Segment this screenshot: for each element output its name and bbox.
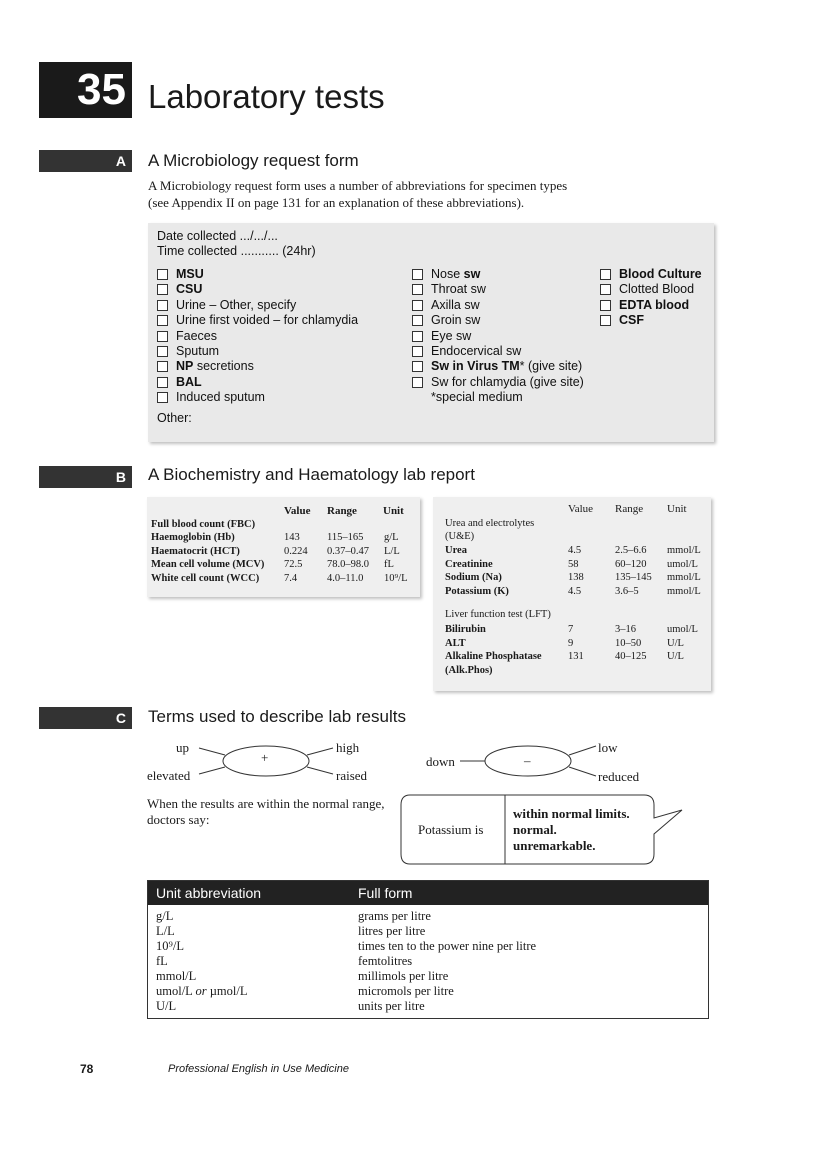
specimen-8: [176, 390, 265, 405]
unit-abbr: L/L: [156, 924, 175, 938]
swab-3: [431, 313, 480, 328]
term-reduced: reduced: [598, 769, 640, 784]
fbc-unit: fL: [384, 559, 394, 570]
book-title: Professional English in Use Medicine: [168, 1063, 349, 1075]
specimen-2-text2: Urine – Other, specify: [176, 297, 297, 312]
fbc-test: Haemoglobin (Hb): [151, 532, 235, 543]
chem-range: 2.5–6.6: [615, 545, 647, 556]
chem-unit: U/L: [667, 637, 684, 649]
specimen-3-checkbox[interactable]: [157, 315, 168, 326]
chem-unit: mmol/L: [667, 585, 701, 597]
unit-abbr: [148, 984, 351, 999]
unit-abbr: U/L: [156, 999, 177, 1013]
chem-test: Creatinine: [445, 558, 493, 570]
swab-6-bold: Sw in Virus TM: [431, 359, 520, 374]
specimen-8-checkbox[interactable]: [157, 392, 168, 403]
bubble-option-2: normal.: [513, 822, 557, 837]
swab-5: [431, 344, 521, 359]
section-b-title: A Biochemistry and Haematology lab report: [148, 465, 475, 484]
specimen-1-bold: CSU: [176, 282, 203, 297]
table-row: [148, 969, 709, 984]
swab-5-checkbox[interactable]: [412, 346, 423, 357]
table-row: [148, 999, 709, 1019]
swab-6: [431, 359, 582, 374]
specimen-7-checkbox[interactable]: [157, 377, 168, 388]
swab-0: [431, 267, 480, 282]
specimen-0: [176, 267, 204, 282]
blood-1-checkbox[interactable]: [600, 284, 611, 295]
swab-5-text: Endocervical sw: [431, 344, 522, 358]
term-elevated: elevated: [147, 768, 191, 783]
specimen-5-checkbox[interactable]: [157, 346, 168, 357]
chem-unit: umol/L: [667, 558, 698, 570]
chem-test: ALT: [445, 637, 466, 649]
unit-abbreviation-table: [147, 880, 709, 1019]
chem-unit: U/L: [667, 651, 684, 662]
specimen-2: [176, 298, 296, 313]
plus-symbol: +: [261, 750, 269, 765]
fbc-header-unit: Unit: [383, 505, 404, 517]
term-high: high: [336, 740, 360, 755]
fbc-test: Haematocrit (HCT): [151, 545, 240, 557]
specimen-7-bold: BAL: [176, 374, 202, 389]
swab-1-checkbox[interactable]: [412, 284, 423, 295]
section-a-tag: [39, 150, 132, 172]
alk-phos-abbr: (Alk.Phos): [445, 665, 493, 676]
bubble-option-1: within normal limits.: [513, 806, 630, 821]
chem-test: Potassium (K): [445, 585, 509, 597]
unit-abbr: mmol/L: [156, 969, 197, 983]
chem-value: 9: [568, 637, 574, 649]
swab-0-checkbox[interactable]: [412, 269, 423, 280]
specimen-3: [176, 313, 358, 328]
swab-6-checkbox[interactable]: [412, 361, 423, 372]
swab-3-checkbox[interactable]: [412, 315, 423, 326]
blood-1: [619, 282, 694, 297]
unit-full: units per litre: [358, 999, 425, 1013]
specimen-6-bold: NP: [176, 359, 194, 374]
blood-3-bold: CSF: [619, 313, 644, 328]
blood-0: [619, 267, 702, 282]
chem-range: 3–16: [615, 624, 636, 635]
blood-3-checkbox[interactable]: [600, 315, 611, 326]
fbc-unit: g/L: [384, 532, 399, 543]
page-number: 78: [80, 1062, 94, 1076]
fbc-test: Mean cell volume (MCV): [151, 559, 265, 570]
specimen-6-checkbox[interactable]: [157, 361, 168, 372]
fbc-unit: L/L: [384, 545, 400, 557]
term-down: down: [426, 754, 455, 769]
table-row: [148, 939, 709, 954]
swab-0-text: Nose: [431, 267, 464, 281]
table-header-abbreviation: Unit abbreviation: [148, 881, 351, 906]
chem-header-unit: Unit: [667, 503, 687, 515]
chem-range: 60–120: [615, 558, 647, 570]
blood-3: [619, 313, 644, 328]
section-b-letter: B: [115, 469, 126, 485]
blood-2-bold: EDTA blood: [619, 297, 690, 312]
section-c-title: Terms used to describe lab results: [148, 707, 406, 726]
normal-range-text: When the results are within the normal range, doctors say:: [147, 796, 385, 827]
specimen-8-text2: Induced sputum: [176, 390, 265, 405]
unit-abbr: 10⁹/L: [156, 939, 184, 953]
table-row: [148, 924, 709, 939]
section-a-intro: A Microbiology request form uses a number of abbreviations for specimen types (see Appendix II on page 131 for an explanation of these abbreviations).: [148, 178, 568, 210]
specimen-5-text2: Sputum: [176, 344, 220, 358]
table-row: [148, 954, 709, 969]
swab-4: [431, 329, 471, 344]
section-a-title: A Microbiology request form: [148, 151, 359, 170]
swab-4-text: Eye sw: [431, 328, 472, 343]
chem-header-range: Range: [615, 503, 644, 515]
chem-range: 3.6–5: [615, 585, 639, 597]
fbc-range: 0.37–0.47: [327, 545, 369, 557]
swab-2: [431, 298, 480, 313]
specimen-4-checkbox[interactable]: [157, 331, 168, 342]
term-low: low: [598, 740, 618, 755]
minus-symbol: –: [524, 753, 531, 768]
fbc-value: 7.4: [284, 572, 298, 584]
fbc-report: [147, 497, 420, 597]
section-c-letter: C: [115, 710, 126, 726]
fbc-unit: 10⁹/L: [384, 572, 408, 584]
chem-test: Alkaline Phosphatase: [445, 651, 542, 662]
unit-title: Laboratory tests: [148, 78, 385, 115]
fbc-range: 115–165: [327, 532, 364, 543]
swab-2-text: Axilla sw: [431, 297, 480, 312]
specimen-1: [176, 282, 202, 297]
specimen-6: [176, 359, 254, 374]
unit-full: times ten to the power nine per litre: [358, 939, 537, 953]
section-a-letter: A: [115, 153, 126, 169]
unit-full: micromols per litre: [358, 984, 454, 998]
blood-2-checkbox[interactable]: [600, 300, 611, 311]
chem-header-value: Value: [568, 503, 594, 515]
chem-group2-label: Liver function test (LFT): [445, 609, 551, 620]
swab-0-bold: sw: [463, 267, 481, 281]
specimen-0-bold: MSU: [176, 267, 204, 281]
blood-2: [619, 298, 689, 313]
unit-full: grams per litre: [358, 909, 431, 923]
chem-test: Sodium (Na): [445, 572, 502, 583]
table-header-full-form: Full form: [350, 881, 709, 906]
swab-6-text2: * (give site): [519, 359, 583, 374]
term-up: up: [176, 740, 189, 755]
swab-2-checkbox[interactable]: [412, 300, 423, 311]
blood-0-checkbox[interactable]: [600, 269, 611, 280]
specimen-5: [176, 344, 219, 359]
specimen-3-text2: Urine first voided – for chlamydia: [176, 313, 359, 328]
chem-group1-label: Urea and electrolytes: [445, 518, 535, 529]
swab-4-checkbox[interactable]: [412, 331, 423, 342]
swab-1-text: Throat sw: [431, 282, 486, 297]
fbc-test: White cell count (WCC): [151, 572, 260, 584]
fbc-range: 78.0–98.0: [327, 559, 369, 570]
specimen-2-checkbox[interactable]: [157, 300, 168, 311]
microbiology-request-form: [148, 223, 714, 442]
unit-full: femtolitres: [358, 954, 413, 968]
chem-value: 131: [568, 651, 584, 662]
bubble-subject: Potassium is: [418, 822, 484, 837]
chem-range: 135–145: [615, 572, 652, 583]
chem-test: Bilirubin: [445, 624, 486, 635]
chem-range: 40–125: [615, 651, 647, 662]
other-field[interactable]: Other:: [157, 411, 192, 425]
special-medium-note: *special medium: [431, 390, 523, 404]
chem-value: 7: [568, 624, 574, 635]
table-row: [148, 905, 709, 924]
unit-abbr-a: umol/L: [156, 984, 196, 998]
date-collected-field[interactable]: Date collected .../.../...: [157, 229, 278, 243]
blood-1-text2: Clotted Blood: [619, 282, 695, 297]
swab-7-checkbox[interactable]: [412, 377, 423, 388]
fbc-header-range: Range: [327, 505, 357, 517]
biochemistry-report: [433, 497, 711, 691]
specimen-0-checkbox[interactable]: [157, 269, 168, 280]
fbc-value: 72.5: [284, 559, 303, 570]
unit-abbr: fL: [156, 954, 168, 968]
unit-abbr-b: µmol/L: [206, 984, 248, 998]
chem-unit: umol/L: [667, 624, 698, 635]
time-collected-field[interactable]: Time collected ........... (24hr): [157, 244, 316, 258]
specimen-4-text2: Faeces: [176, 328, 217, 343]
swab-7: [431, 375, 584, 390]
unit-number-badge: 35: [39, 62, 132, 118]
fbc-value: 0.224: [284, 545, 308, 557]
chem-value: 58: [568, 558, 579, 570]
specimen-4: [176, 329, 217, 344]
unit-full: millimols per litre: [358, 969, 449, 983]
swab-1: [431, 282, 486, 297]
chem-test: Urea: [445, 545, 467, 556]
chem-value: 4.5: [568, 585, 582, 597]
specimen-6-text2: secretions: [193, 359, 254, 374]
specimen-1-checkbox[interactable]: [157, 284, 168, 295]
unit-abbr-or: or: [195, 984, 207, 998]
chem-range: 10–50: [615, 637, 642, 649]
blood-0-bold: Blood Culture: [619, 267, 702, 281]
term-raised: raised: [336, 768, 368, 783]
specimen-7: [176, 375, 202, 390]
bubble-option-3: unremarkable.: [513, 838, 596, 853]
swab-7-text: Sw for chlamydia (give site): [431, 374, 584, 389]
unit-full: litres per litre: [358, 924, 426, 938]
fbc-header-value: Value: [284, 505, 311, 517]
chem-value: 138: [568, 572, 584, 583]
fbc-range: 4.0–11.0: [327, 572, 364, 584]
chem-unit: mmol/L: [667, 545, 701, 556]
chem-value: 4.5: [568, 545, 582, 556]
fbc-group-label: Full blood count (FBC): [151, 519, 256, 530]
chem-group1-abbr: (U&E): [445, 531, 475, 542]
chem-unit: mmol/L: [667, 572, 701, 583]
fbc-value: 143: [284, 532, 300, 543]
unit-abbr: g/L: [156, 909, 174, 923]
section-b-tag: [39, 466, 132, 488]
swab-3-text: Groin sw: [431, 313, 481, 328]
section-c-tag: [39, 707, 132, 729]
table-row: [148, 984, 709, 999]
